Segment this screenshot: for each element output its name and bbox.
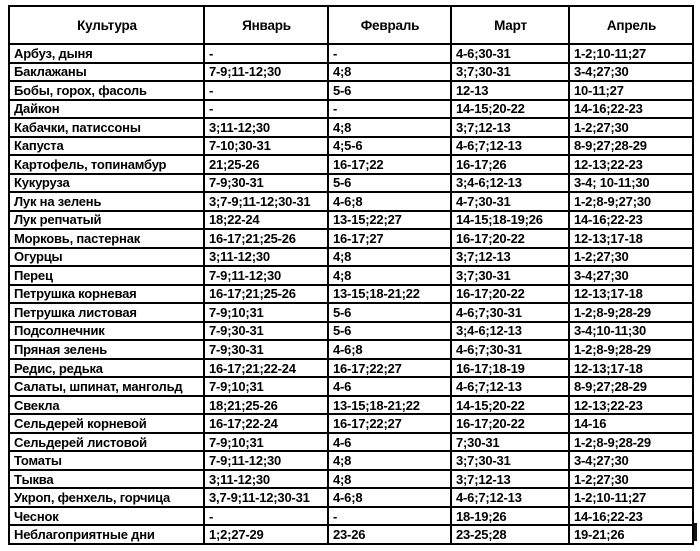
value-cell-february: 4;8 xyxy=(328,118,451,137)
table-row xyxy=(9,248,693,267)
value-cell-january: 16-17;21;22-24 xyxy=(204,359,328,378)
value-cell-january: 3,7-9;11-12;30-31 xyxy=(204,488,328,507)
table-row xyxy=(9,155,693,174)
value-cell-january: 7-9;30-31 xyxy=(204,340,328,359)
culture-cell xyxy=(9,470,204,489)
value-cell-april: 1-2;8-9;28-29 xyxy=(569,303,693,322)
table-row xyxy=(9,63,693,82)
table-row xyxy=(9,433,693,452)
culture-label: Свекла xyxy=(14,397,60,413)
value-cell-february: 16-17;22;27 xyxy=(328,414,451,433)
value-cell-february: 13-15;22;27 xyxy=(328,211,451,230)
culture-cell xyxy=(9,525,204,544)
culture-label: Салаты, шпинат, мангольд xyxy=(14,379,183,395)
value-cell-february: 5-6 xyxy=(328,81,451,100)
table-body xyxy=(9,44,693,544)
column-header-march: Март xyxy=(451,6,569,44)
value-cell-january: - xyxy=(204,81,328,100)
culture-cell xyxy=(9,155,204,174)
table-row xyxy=(9,303,693,322)
value-cell-january: 7-9;11-12;30 xyxy=(204,266,328,285)
table-row xyxy=(9,525,693,544)
value-cell-april: 3-4; 10-11;30 xyxy=(569,174,693,193)
value-cell-april: 10-11;27 xyxy=(569,81,693,100)
culture-cell xyxy=(9,507,204,526)
culture-label: Сельдерей листовой xyxy=(14,434,147,450)
value-cell-march: 4-6;30-31 xyxy=(451,44,569,63)
culture-label: Сельдерей корневой xyxy=(14,416,147,432)
value-cell-march: 4-7;30-31 xyxy=(451,192,569,211)
value-cell-april: 1-2;8-9;27;30 xyxy=(569,192,693,211)
culture-cell xyxy=(9,174,204,193)
table-row xyxy=(9,192,693,211)
culture-cell xyxy=(9,377,204,396)
culture-cell xyxy=(9,81,204,100)
value-cell-january: 3;11-12;30 xyxy=(204,248,328,267)
value-cell-february: 16-17;22;27 xyxy=(328,359,451,378)
table-row xyxy=(9,488,693,507)
value-cell-february: 4-6;8 xyxy=(328,488,451,507)
culture-cell xyxy=(9,451,204,470)
sowing-calendar-table xyxy=(8,5,694,545)
value-cell-march: 7;30-31 xyxy=(451,433,569,452)
value-cell-march: 4-6;7;30-31 xyxy=(451,303,569,322)
value-cell-april: 14-16;22-23 xyxy=(569,100,693,119)
table-row xyxy=(9,377,693,396)
value-cell-february: - xyxy=(328,100,451,119)
text-cursor-artifact xyxy=(694,523,697,541)
value-cell-march: 3;7;30-31 xyxy=(451,266,569,285)
culture-label: Петрушка корневая xyxy=(14,286,137,302)
culture-label: Подсолнечник xyxy=(14,323,105,339)
value-cell-march: 14-15;18-19;26 xyxy=(451,211,569,230)
value-cell-march: 3;7;12-13 xyxy=(451,470,569,489)
culture-label: Лук на зелень xyxy=(14,193,102,209)
value-cell-april: 1-2;10-11;27 xyxy=(569,488,693,507)
value-cell-january: 7-9;11-12;30 xyxy=(204,63,328,82)
table-row xyxy=(9,44,693,63)
culture-cell xyxy=(9,414,204,433)
value-cell-march: 3;7;30-31 xyxy=(451,63,569,82)
culture-label: Перец xyxy=(14,267,53,283)
table-row xyxy=(9,340,693,359)
value-cell-april: 1-2;10-11;27 xyxy=(569,44,693,63)
value-cell-january: 7-10;30-31 xyxy=(204,137,328,156)
culture-label: Петрушка листовая xyxy=(14,304,137,320)
value-cell-march: 16-17;20-22 xyxy=(451,229,569,248)
value-cell-march: 4-6;7;12-13 xyxy=(451,488,569,507)
table-row xyxy=(9,396,693,415)
value-cell-march: 4-6;7;12-13 xyxy=(451,137,569,156)
culture-label: Неблагоприятные дни xyxy=(14,527,155,543)
culture-label: Дайкон xyxy=(14,101,60,117)
value-cell-march: 23-25;28 xyxy=(451,525,569,544)
value-cell-april: 8-9;27;28-29 xyxy=(569,137,693,156)
value-cell-january: - xyxy=(204,44,328,63)
culture-cell xyxy=(9,396,204,415)
culture-cell xyxy=(9,192,204,211)
culture-cell xyxy=(9,100,204,119)
culture-cell xyxy=(9,63,204,82)
value-cell-april: 1-2;27;30 xyxy=(569,118,693,137)
value-cell-january: 7-9;30-31 xyxy=(204,174,328,193)
culture-cell xyxy=(9,433,204,452)
value-cell-february: 4-6;8 xyxy=(328,192,451,211)
value-cell-february: 4-6 xyxy=(328,377,451,396)
value-cell-january: 3;11-12;30 xyxy=(204,470,328,489)
value-cell-march: 4-6;7;30-31 xyxy=(451,340,569,359)
value-cell-april: 14-16;22-23 xyxy=(569,507,693,526)
value-cell-january: 16-17;21;25-26 xyxy=(204,285,328,304)
table-row xyxy=(9,470,693,489)
culture-label: Картофель, топинамбур xyxy=(14,156,167,172)
table-row xyxy=(9,414,693,433)
culture-label: Кабачки, патиссоны xyxy=(14,119,141,135)
value-cell-april: 12-13;17-18 xyxy=(569,359,693,378)
culture-cell xyxy=(9,340,204,359)
culture-label: Томаты xyxy=(14,453,62,469)
value-cell-april: 12-13;22-23 xyxy=(569,396,693,415)
value-cell-february: 4;5-6 xyxy=(328,137,451,156)
culture-cell xyxy=(9,44,204,63)
value-cell-february: 4;8 xyxy=(328,248,451,267)
table-row xyxy=(9,285,693,304)
value-cell-january: 3;11-12;30 xyxy=(204,118,328,137)
value-cell-january: - xyxy=(204,507,328,526)
value-cell-february: - xyxy=(328,507,451,526)
table-row xyxy=(9,229,693,248)
value-cell-april: 3-4;27;30 xyxy=(569,266,693,285)
culture-cell xyxy=(9,211,204,230)
value-cell-april: 1-2;8-9;28-29 xyxy=(569,340,693,359)
value-cell-march: 4-6;7;12-13 xyxy=(451,377,569,396)
value-cell-january: 16-17;21;25-26 xyxy=(204,229,328,248)
culture-label: Бобы, горох, фасоль xyxy=(14,82,147,98)
value-cell-march: 16-17;20-22 xyxy=(451,285,569,304)
table-row xyxy=(9,322,693,341)
table-row xyxy=(9,137,693,156)
table-row xyxy=(9,451,693,470)
value-cell-february: 4-6 xyxy=(328,433,451,452)
culture-label: Кукуруза xyxy=(14,175,70,191)
table-row xyxy=(9,359,693,378)
value-cell-february: 23-26 xyxy=(328,525,451,544)
value-cell-april: 14-16;22-23 xyxy=(569,211,693,230)
value-cell-february: 5-6 xyxy=(328,303,451,322)
value-cell-march: 16-17;18-19 xyxy=(451,359,569,378)
culture-label: Лук репчатый xyxy=(14,212,102,228)
value-cell-january: 7-9;10;31 xyxy=(204,303,328,322)
column-header-february: Февраль xyxy=(328,6,451,44)
culture-label: Пряная зелень xyxy=(14,342,108,357)
value-cell-march: 3;7;12-13 xyxy=(451,118,569,137)
value-cell-february: 4;8 xyxy=(328,266,451,285)
culture-cell xyxy=(9,488,204,507)
value-cell-april: 12-13;17-18 xyxy=(569,229,693,248)
culture-label: Редис, редька xyxy=(14,360,103,376)
value-cell-january: - xyxy=(204,100,328,119)
value-cell-february: 16-17;22 xyxy=(328,155,451,174)
value-cell-april: 1-2;8-9;28-29 xyxy=(569,433,693,452)
header-row xyxy=(9,6,693,44)
value-cell-april: 14-16 xyxy=(569,414,693,433)
value-cell-april: 19-21;26 xyxy=(569,525,693,544)
culture-label: Тыква xyxy=(14,471,54,487)
value-cell-april: 3-4;27;30 xyxy=(569,451,693,470)
value-cell-april: 3-4;10-11;30 xyxy=(569,322,693,341)
table-row xyxy=(9,81,693,100)
table-row xyxy=(9,100,693,119)
value-cell-april: 3-4;27;30 xyxy=(569,63,693,82)
culture-cell xyxy=(9,359,204,378)
culture-label: Чеснок xyxy=(14,508,59,524)
value-cell-january: 7-9;10;31 xyxy=(204,377,328,396)
value-cell-april: 12-13;17-18 xyxy=(569,285,693,304)
value-cell-april: 1-2;27;30 xyxy=(569,470,693,489)
value-cell-april: 1-2;27;30 xyxy=(569,248,693,267)
value-cell-april: 8-9;27;28-29 xyxy=(569,377,693,396)
column-header-january: Январь xyxy=(204,6,328,44)
value-cell-february: 5-6 xyxy=(328,174,451,193)
culture-label: Морковь, пастернак xyxy=(14,230,141,246)
table-row xyxy=(9,118,693,137)
value-cell-february: 4;8 xyxy=(328,470,451,489)
culture-label: Баклажаны xyxy=(14,64,87,80)
culture-label: Укроп, фенхель, горчица xyxy=(14,490,171,506)
value-cell-january: 21;25-26 xyxy=(204,155,328,174)
value-cell-february: 4-6;8 xyxy=(328,340,451,359)
value-cell-january: 7-9;11-12;30 xyxy=(204,451,328,470)
culture-cell xyxy=(9,322,204,341)
table-row xyxy=(9,174,693,193)
sowing-calendar xyxy=(8,5,694,545)
value-cell-march: 14-15;20-22 xyxy=(451,100,569,119)
table-row xyxy=(9,507,693,526)
value-cell-january: 3;7-9;11-12;30-31 xyxy=(204,192,328,211)
value-cell-march: 3;4-6;12-13 xyxy=(451,322,569,341)
value-cell-march: 14-15;20-22 xyxy=(451,396,569,415)
value-cell-february: 13-15;18-21;22 xyxy=(328,396,451,415)
value-cell-march: 16-17;26 xyxy=(451,155,569,174)
value-cell-march: 12-13 xyxy=(451,81,569,100)
culture-cell xyxy=(9,229,204,248)
value-cell-march: 3;7;30-31 xyxy=(451,451,569,470)
column-header-culture: Культура xyxy=(9,6,204,44)
value-cell-january: 16-17;22-24 xyxy=(204,414,328,433)
culture-cell xyxy=(9,266,204,285)
value-cell-february: 13-15;18-21;22 xyxy=(328,285,451,304)
culture-label: Огурцы xyxy=(14,249,63,265)
culture-cell xyxy=(9,285,204,304)
value-cell-march: 3;7;12-13 xyxy=(451,248,569,267)
culture-cell xyxy=(9,303,204,322)
value-cell-january: 18;21;25-26 xyxy=(204,396,328,415)
table-row xyxy=(9,211,693,230)
value-cell-february: 4;8 xyxy=(328,451,451,470)
value-cell-march: 18-19;26 xyxy=(451,507,569,526)
value-cell-january: 7-9;30-31 xyxy=(204,322,328,341)
column-header-april: Апрель xyxy=(569,6,693,44)
value-cell-february: 4;8 xyxy=(328,63,451,82)
value-cell-january: 7-9;10;31 xyxy=(204,433,328,452)
culture-label: Арбуз, дыня xyxy=(14,45,93,61)
table-row xyxy=(9,266,693,285)
culture-cell xyxy=(9,118,204,137)
value-cell-february: 16-17;27 xyxy=(328,229,451,248)
culture-cell xyxy=(9,137,204,156)
value-cell-march: 3;4-6;12-13 xyxy=(451,174,569,193)
value-cell-february: 5-6 xyxy=(328,322,451,341)
value-cell-april: 12-13;22-23 xyxy=(569,155,693,174)
value-cell-january: 1;2;27-29 xyxy=(204,525,328,544)
culture-cell xyxy=(9,248,204,267)
value-cell-march: 16-17;20-22 xyxy=(451,414,569,433)
culture-label: Капуста xyxy=(14,138,64,154)
value-cell-february: - xyxy=(328,44,451,63)
value-cell-january: 18;22-24 xyxy=(204,211,328,230)
